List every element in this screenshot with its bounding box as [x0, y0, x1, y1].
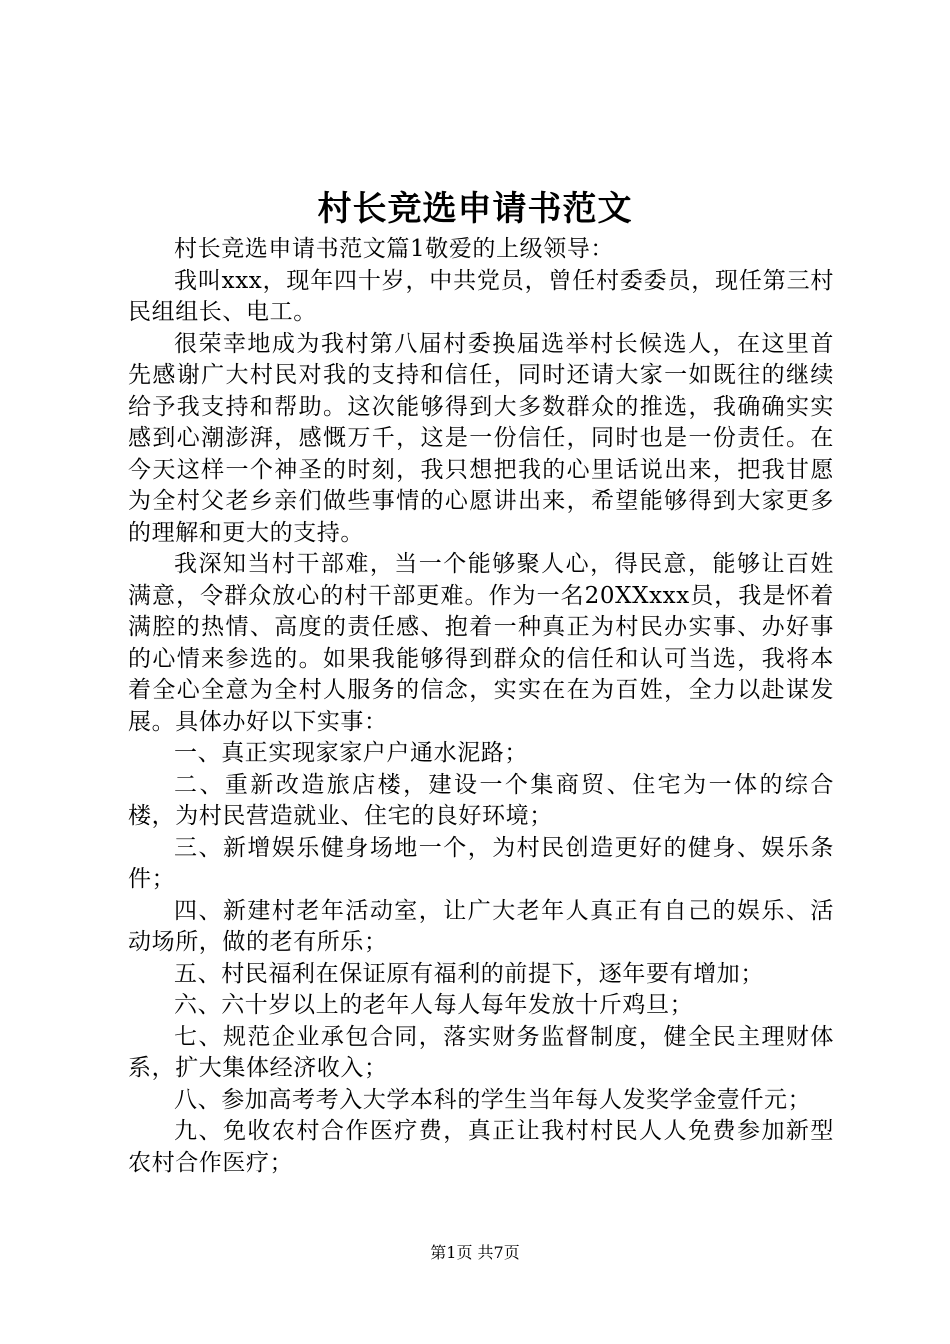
list-item-8: 八、参加高考考入大学本科的学生当年每人发奖学金壹仟元； [174, 1086, 812, 1113]
paragraph-gratitude: 很荣幸地成为我村第八届村委换届选举村长候选人，在这里首先感谢广大村民对我的支持和信任，同时还请大家一如既往的继续给予我支持和帮助。这次能够得到大多数群众的推选，我确确实实感到心潮澎湃，感慨万千，这是一份信任，同时也是一份责任。在今天这样一个神圣的时刻，我只想把我的心里话说出来，把我甘愿为全村父老乡亲们做些事情的心愿讲出来，希望能够得到大家更多的理解和更大的支持。 [128, 330, 834, 546]
page-number-footer: 第1页 共7页 [430, 1243, 520, 1262]
list-item-6: 六、六十岁以上的老年人每人每年发放十斤鸡旦； [174, 992, 694, 1018]
list-item-9: 九、免收农村合作医疗费，真正让我村村民人人免费参加新型农村合作医疗； [128, 1118, 834, 1176]
document-title: 村长竞选申请书范文 [317, 189, 633, 229]
list-item-3: 三、新增娱乐健身场地一个，为村民创造更好的健身、娱乐条件； [128, 834, 834, 892]
list-item-4: 四、新建村老年活动室，让广大老年人真正有自己的娱乐、活动场所，做的老有所乐； [128, 897, 834, 955]
paragraph-motivation: 我深知当村干部难，当一个能够聚人心，得民意，能够让百姓满意，令群众放心的村干部更难。作为一名20XXxxx员，我是怀着满腔的热情、高度的责任感、抱着一种真正为村民办实事、办好事的心情来参选的。如果我能够得到群众的信任和认可当选，我将本着全心全意为全村人服务的信念，实实在在为百姓，全力以赴谋发展。具体办好以下实事： [128, 551, 834, 735]
paragraph-salutation: 村长竞选申请书范文篇1敬爱的上级领导： [174, 236, 615, 262]
list-item-1: 一、真正实现家家户户通水泥路； [174, 740, 528, 766]
list-item-2: 二、重新改造旅店楼，建设一个集商贸、住宅为一体的综合楼，为村民营造就业、住宅的良好环境； [128, 771, 834, 829]
paragraph-introduction: 我叫xxx，现年四十岁，中共党员，曾任村委委员，现任第三村民组组长、电工。 [128, 267, 834, 325]
document-body [128, 234, 834, 1179]
list-item-7: 七、规范企业承包合同，落实财务监督制度，健全民主理财体系，扩大集体经济收入； [128, 1023, 834, 1081]
list-item-5: 五、村民福利在保证原有福利的前提下，逐年要有增加； [174, 960, 764, 987]
